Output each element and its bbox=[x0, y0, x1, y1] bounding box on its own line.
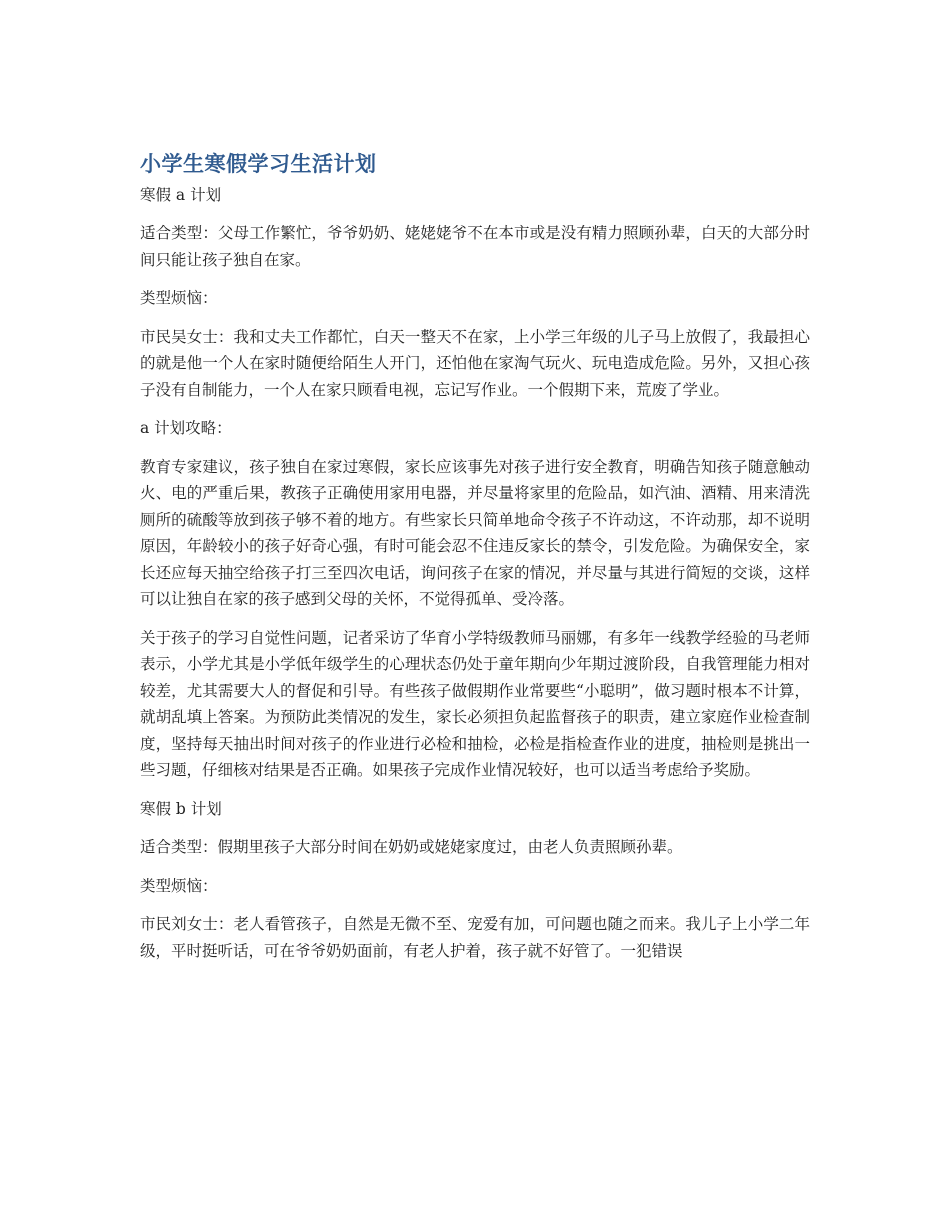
paragraph-strategy-a-label: a 计划攻略： bbox=[140, 419, 232, 437]
paragraph-suitable-type-a: 适合类型：父母工作繁忙，爷爷奶奶、姥姥姥爷不在本市或是没有精力照顾孙辈，白天的大部分时间只能让孩子独自在家。 bbox=[140, 224, 810, 269]
document-subtitle: 寒假 a 计划 bbox=[140, 186, 222, 204]
paragraph-plan-b-heading: 寒假 b 计划 bbox=[140, 799, 222, 818]
paragraph-trouble-label-b: 类型烦恼： bbox=[140, 876, 218, 895]
paragraph-citizen-wu: 市民吴女士：我和丈夫工作都忙，白天一整天不在家，上小学三年级的儿子马上放假了，我最担心的就是他一个人在家时随便给陌生人开门，还怕他在家淘气玩火、玩电造成危险。另外，又担心孩子没有自制能力，一个人在家只顾看电视，忘记写作业。一个假期下来，荒废了学业。 bbox=[140, 327, 810, 399]
paragraph-study-self-discipline: 关于孩子的学习自觉性问题，记者采访了华育小学特级教师马丽娜，有多年一线教学经验的马老师表示，小学尤其是小学低年级学生的心理状态仍处于童年期向少年期过渡阶段，自我管理能力相对较差，尤其需要大人的督促和引导。有些孩子做假期作业常要些“小聪明”，做习题时根本不计算，就胡乱填上答案。为预防此类情况的发生，家长必须担负起监督孩子的职责，建立家庭作业检查制度，坚持每天抽出时间对孩子的作业进行必检和抽检，必检是指检查作业的进度，抽检则是挑出一些习题，仔细核对结果是否正确。如果孩子完成作业情况较好，也可以适当考虑给予奖励。 bbox=[140, 628, 810, 779]
paragraph-citizen-liu: 市民刘女士：老人看管孩子，自然是无微不至、宠爱有加，可问题也随之而来。我儿子上小学二年级，平时挺听话，可在爷爷奶奶面前，有老人护着，孩子就不好管了。一犯错误 bbox=[140, 915, 810, 960]
paragraph-trouble-label-a: 类型烦恼： bbox=[140, 289, 218, 307]
document-title: 小学生寒假学习生活计划 bbox=[140, 152, 377, 176]
paragraph-suitable-type-b: 适合类型：假期里孩子大部分时间在奶奶或姥姥家度过，由老人负责照顾孙辈。 bbox=[140, 838, 683, 856]
paragraph-expert-advice: 教育专家建议，孩子独自在家过寒假，家长应该事先对孩子进行安全教育，明确告知孩子随意触动火、电的严重后果，教孩子正确使用家用电器，并尽量将家里的危险品，如汽油、酒精、用来清洗厕所的硫酸等放到孩子够不着的地方。有些家长只简单地命令孩子不许动这，不许动那，却不说明原因，年龄较小的孩子好奇心强，有时可能会忍不住违反家长的禁令，引发危险。为确保安全，家长还应每天抽空给孩子打三至四次电话，询问孩子在家的情况，并尽量与其进行简短的交谈，这样可以让独自在家的孩子感到父母的关怀，不觉得孤单、受冷落。 bbox=[140, 457, 810, 608]
document-page bbox=[140, 148, 810, 976]
